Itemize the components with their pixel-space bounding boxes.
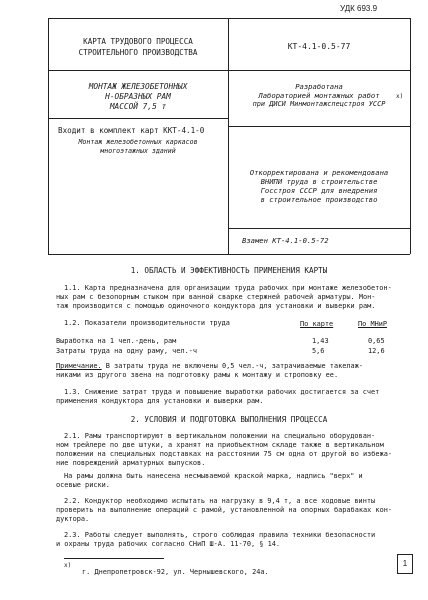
s2-p1-line2: ном трейлере по две штуки, а хранят на приобъектном складе также в вертикальном bbox=[56, 441, 384, 449]
complex-sub-1: Монтаж железобетонных каркасов bbox=[78, 138, 198, 146]
footnote-divider bbox=[64, 558, 164, 559]
row-card-value: 5,6 bbox=[312, 347, 325, 355]
s2-p2-line1: 2.2. Кондуктор необходимо испытать на нагрузку в 9,4 т, а все ходовые винты bbox=[64, 497, 376, 505]
col-header-norm: По МНиР bbox=[358, 320, 388, 328]
row-card-value: 1,43 bbox=[312, 337, 329, 345]
header-frame-bottom bbox=[48, 254, 410, 255]
s2-p1b-line2: осевые риски. bbox=[56, 481, 110, 489]
header-title-2: СТРОИТЕЛЬНОГО ПРОИЗВОДСТВА bbox=[78, 48, 198, 57]
approved-line-3: Госстроя СССР для внедрения bbox=[260, 186, 378, 195]
header-frame-top bbox=[48, 18, 410, 19]
note-label: Примечание. bbox=[56, 362, 102, 370]
subject-line-3: МАССОЙ 7,5 т bbox=[109, 102, 167, 111]
note-line2: никами из другого звена на подготовку рамы к монтажу и строповку ее. bbox=[56, 371, 339, 379]
subject-line-1: МОНТАЖ ЖЕЛЕЗОБЕТОННЫХ bbox=[88, 82, 188, 91]
section2-title: 2. УСЛОВИЯ И ПОДГОТОВКА ВЫПОЛНЕНИЯ ПРОЦЕССА bbox=[130, 415, 328, 424]
developed-line-1: Разработана bbox=[295, 82, 343, 91]
udk-code: УДК 693.9 bbox=[340, 4, 378, 13]
row-label: Затраты труда на одну раму, чел.-ч bbox=[56, 347, 198, 355]
complex-sub-2: многоэтажных зданий bbox=[100, 147, 176, 155]
approved-line-4: в строительное производство bbox=[260, 195, 378, 204]
s2-p1b-line1: На рамы должна быть нанесена несмываемой краской марка, надпись "верх" и bbox=[64, 472, 363, 480]
subject-line-2: Н-ОБРАЗНЫХ РАМ bbox=[105, 92, 171, 101]
s1-p2-label: 1.2. Показатели производительности труда bbox=[64, 319, 230, 327]
s1-p1-line1: 1.1. Карта предназначена для организации труда рабочих при монтаже железобетон- bbox=[64, 284, 392, 292]
s1-p3-line1: 1.3. Снижение затрат труда и повышение выработки рабочих достигается за счет bbox=[64, 388, 380, 396]
approved-line-2: ВНИПИ труда в строительстве bbox=[260, 177, 378, 186]
s2-p3-line1: 2.3. Работы следует выполнять, строго соблюдая правила техники безопасности bbox=[64, 531, 376, 539]
row-norm-value: 12,6 bbox=[368, 347, 385, 355]
header-frame-mid bbox=[228, 18, 229, 254]
s2-p2-line3: дуктора. bbox=[56, 515, 90, 523]
s2-p1-line4: ние повреждений арматурных выпусков. bbox=[56, 459, 206, 467]
header-row-line-3 bbox=[228, 228, 410, 229]
s2-p1-line3: положении на специальных подставках на расстоянии 75 см одна от другой во избежа- bbox=[56, 450, 393, 458]
s2-p3-line2: и охраны труда рабочих согласно СНиП Ш-А. 11-70, § 14. bbox=[56, 540, 281, 548]
header-row-line-2-left bbox=[48, 118, 228, 119]
developed-footnote-mark: х) bbox=[396, 93, 404, 100]
developed-line-2: Лабораторией монтажных работ bbox=[258, 91, 380, 100]
header-title-1: КАРТА ТРУДОВОГО ПРОЦЕССА bbox=[83, 37, 193, 46]
row-norm-value: 0,65 bbox=[368, 337, 385, 345]
header-row-line-2-right bbox=[228, 126, 410, 127]
card-code: КТ-4.1-0.5-77 bbox=[287, 42, 351, 51]
header-row-line-1 bbox=[48, 70, 410, 71]
note-text: В затраты труда не включены 0,5 чел.-ч, затрачиваемые такелаж- bbox=[101, 362, 363, 370]
header-frame-right bbox=[410, 18, 411, 254]
footnote-mark: х) bbox=[64, 562, 72, 569]
s2-p1-line1: 2.1. Рамы транспортируют в вертикальном положении на специально оборудован- bbox=[64, 432, 376, 440]
s1-p1-line3: таж производится с помощью одиночного кондуктора для установки и выверки рам. bbox=[56, 302, 376, 310]
developed-line-3: при ДИСИ Минмонтажспецстроя УССР bbox=[252, 100, 386, 108]
complex-line: Входит в комплект карт ККТ-4.1-0 bbox=[58, 126, 205, 135]
note-line1 bbox=[56, 362, 363, 371]
s2-p2-line2: проверить на выполнение операций с рамой, установленной на опорных барабаках кон- bbox=[56, 506, 393, 514]
page-number-box bbox=[397, 554, 413, 574]
s1-p1-line2: ных рам с безопорным стыком при ванной сварке стержней рабочей арматуры. Мон- bbox=[56, 293, 376, 301]
s1-p3-line2: применения кондуктора для установки и выверки рам. bbox=[56, 397, 264, 405]
approved-line-1: Откорректирована и рекомендована bbox=[249, 168, 389, 177]
section1-title: 1. ОБЛАСТЬ И ЭФФЕКТИВНОСТЬ ПРИМЕНЕНИЯ КАРТЫ bbox=[130, 266, 328, 275]
row-label: Выработка на 1 чел.-день, рам bbox=[56, 337, 177, 345]
footnote-text: г. Днепропетровск-92, ул. Чернышевского, 24а. bbox=[82, 568, 269, 576]
replaces-note: Взамен КТ-4.1-0.5-72 bbox=[242, 236, 329, 245]
col-header-card: По карте bbox=[300, 320, 334, 328]
page-number: 1 bbox=[402, 559, 408, 568]
